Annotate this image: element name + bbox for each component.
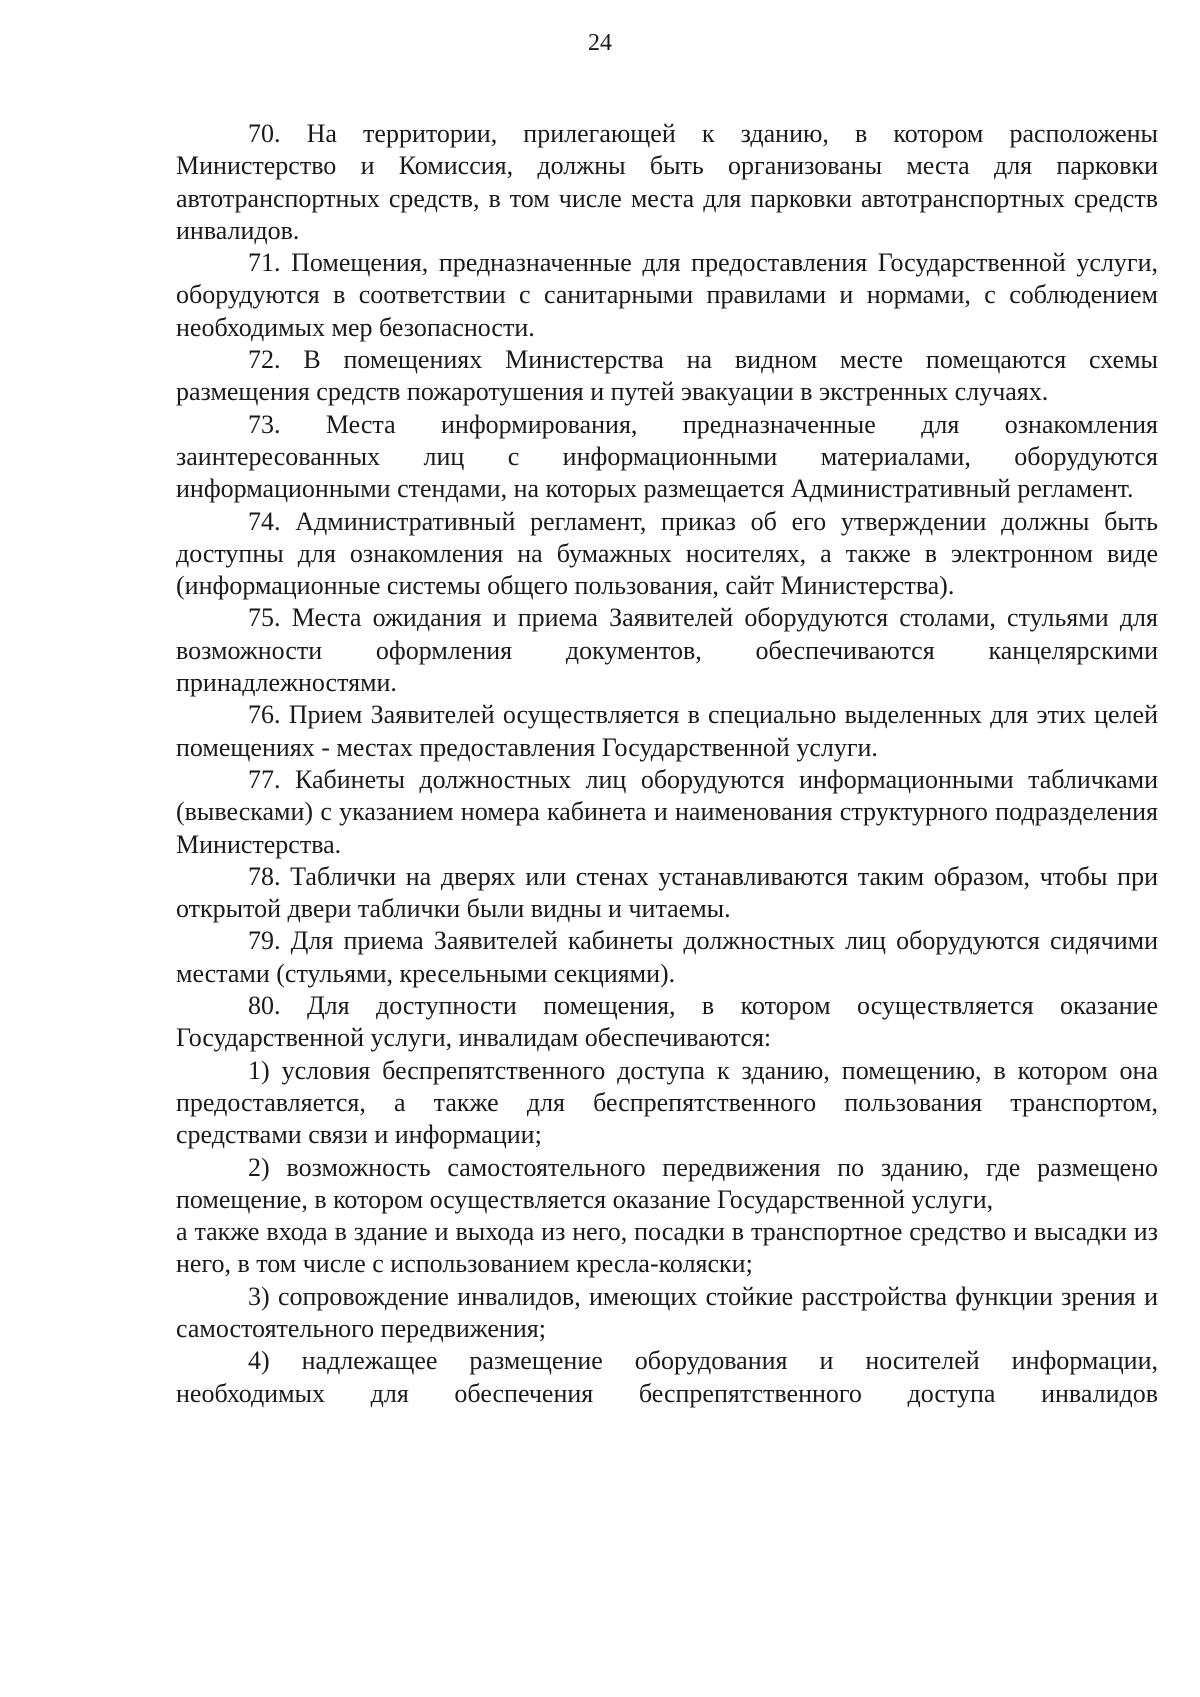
paragraph-74: 74. Административный регламент, приказ об его утверждении должны быть доступны для ознакомления на бумажных носителях, а также в электронном виде (информационные системы общего пользования, сайт Министерства). [176,506,1158,601]
list-item-2-continuation: а также входа в здание и выхода из него, посадки в транспортное средство и высадки из него, в том числе с использованием кресла-коляски; [176,1217,1158,1279]
paragraph-75: 75. Места ожидания и приема Заявителей оборудуются столами, стульями для возможности оформления документов, обеспечиваются канцелярскими принадлежностями. [176,603,1158,698]
list-item-2: 2) возможность самостоятельного передвижения по зданию, где размещено помещение, в котором осуществляется оказание Государственной услуги, [176,1152,1158,1214]
paragraph-79: 79. Для приема Заявителей кабинеты должностных лиц оборудуются сидячими местами (стульями, кресельными секциями). [176,926,1158,988]
paragraph-77: 77. Кабинеты должностных лиц оборудуются информационными табличками (вывесками) с указанием номера кабинета и наименования структурного подразделения Министерства. [176,764,1158,859]
paragraph-70: 70. На территории, прилегающей к зданию, в котором расположены Министерство и Комиссия, должны быть организованы места для парковки автотранспортных средств, в том числе места для парковки автотранспортных средств инвалидов. [176,119,1158,245]
paragraph-73: 73. Места информирования, предназначенные для ознакомления заинтересованных лиц с информационными материалами, оборудуются информационными стендами, на которых размещается Административный регламент. [176,409,1158,504]
paragraph-80: 80. Для доступности помещения, в котором осуществляется оказание Государственной услуги, инвалидам обеспечиваются: [176,991,1158,1053]
paragraph-78: 78. Таблички на дверях или стенах устанавливаются таким образом, чтобы при открытой двери таблички были видны и читаемы. [176,861,1158,924]
page-number: 24 [588,30,612,56]
list-item-3: 3) сопровождение инвалидов, имеющих стойкие расстройства функции зрения и самостоятельного передвижения; [176,1281,1158,1343]
paragraph-76: 76. Прием Заявителей осуществляется в специально выделенных для этих целей помещениях - местах предоставления Государственной услуги. [176,700,1158,762]
paragraph-71: 71. Помещения, предназначенные для предоставления Государственной услуги, оборудуются в соответствии с санитарными правилами и нормами, с соблюдением необходимых мер безопасности. [176,248,1158,342]
list-item-4: 4) надлежащее размещение оборудования и носителей информации, необходимых для обеспечения беспрепятственного доступа инвалидов [176,1346,1158,1408]
document-body [176,118,1158,1410]
list-item-1: 1) условия беспрепятственного доступа к зданию, помещению, в котором она предоставляется, а также для беспрепятственного пользования транспортом, средствами связи и информации; [176,1055,1158,1150]
paragraph-72: 72. В помещениях Министерства на видном месте помещаются схемы размещения средств пожаротушения и путей эвакуации в экстренных случаях. [176,345,1158,407]
